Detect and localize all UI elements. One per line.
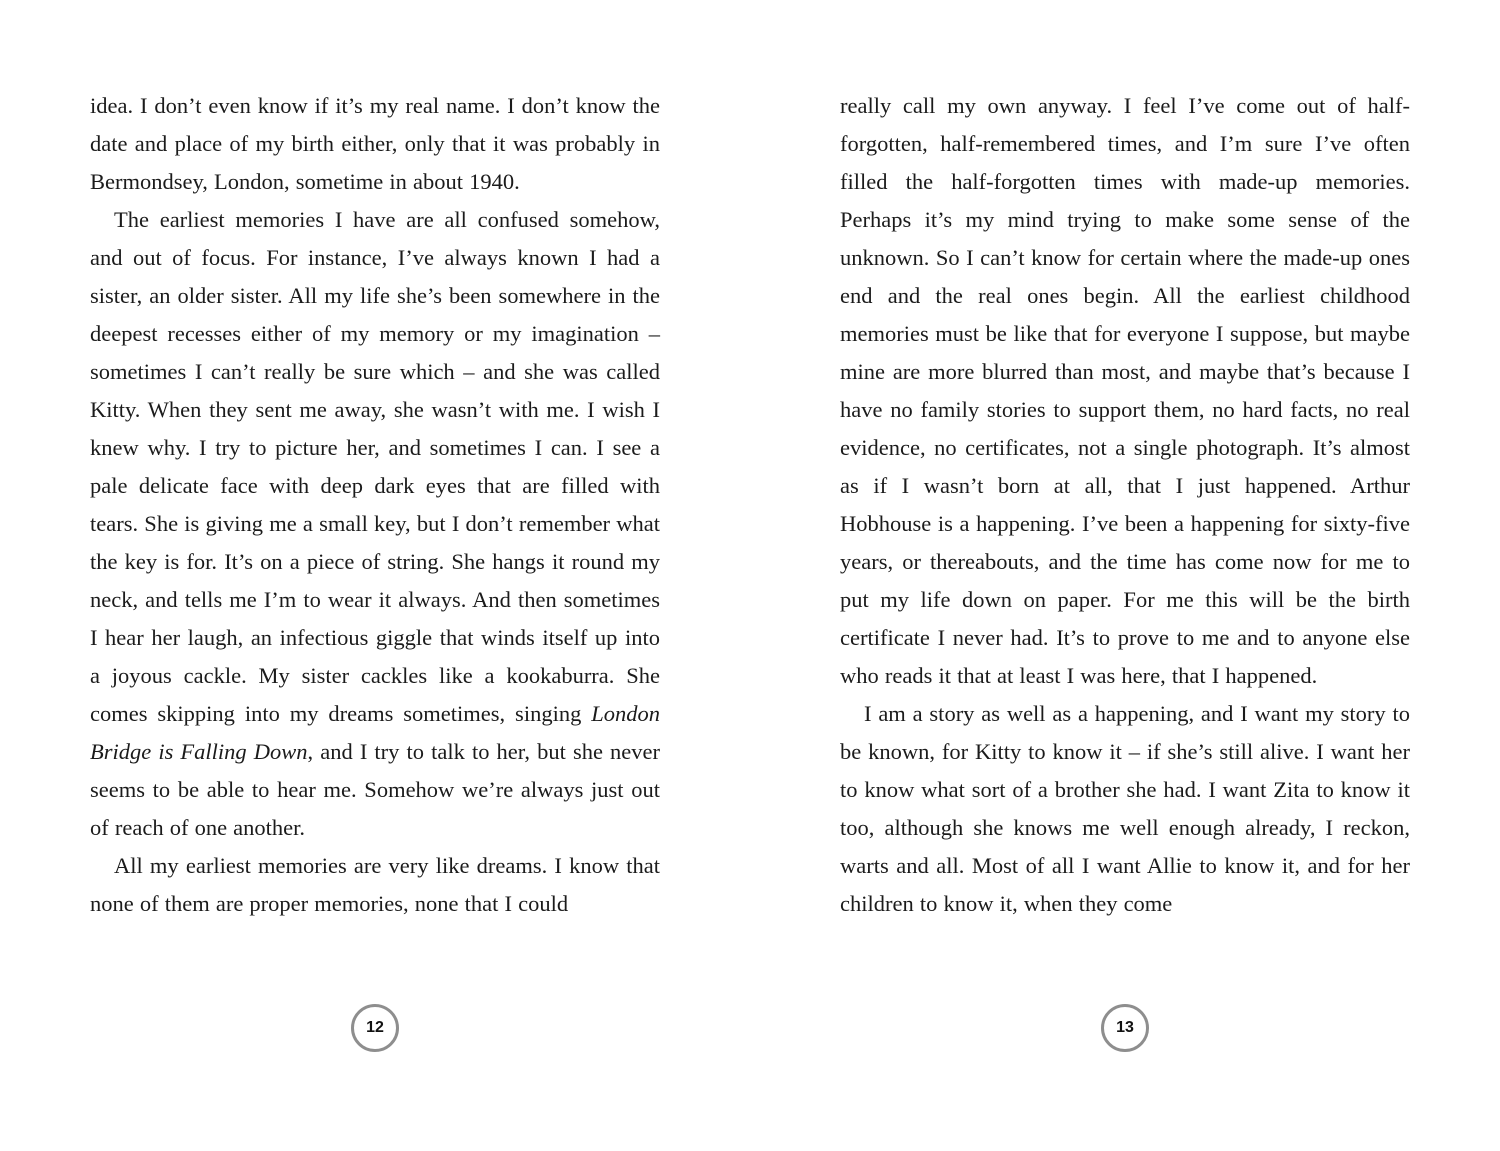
paragraph <box>90 847 660 923</box>
paragraph-text: , and I try to talk to her, but she never seems to be able to hear me. Somehow we’re always just out of reach of one another. <box>90 739 660 840</box>
paragraph <box>90 201 660 847</box>
left-page <box>90 87 660 923</box>
paragraph-text: idea. I don’t even know if it’s my real name. I don’t know the date and place of my birth either, only that it was probably in Bermondsey, London, sometime in about 1940. <box>90 93 660 194</box>
song-title: London Bridge is Falling Down <box>90 701 661 764</box>
paragraph <box>840 695 1410 923</box>
paragraph-text: All my earliest memories are very like dreams. I know that none of them are proper memories, none that I could <box>90 853 660 916</box>
paragraph <box>90 87 660 201</box>
right-page <box>840 87 1410 923</box>
paragraph-text: really call my own anyway. I feel I’ve come out of half-forgotten, half-remembered times, and I’m sure I’ve often filled the half-forgotten times with made-up memories. Perhaps it’s my mind trying to make some sense of the unknown. So I can’t know for certain where the made-up ones end and the real ones begin. All the earliest childhood memories must be like that for everyone I suppose, but maybe mine are more blurred than most, and maybe that’s because I have no family stories to support them, no hard facts, no real evidence, no certificates, not a single photograph. It’s almost as if I wasn’t born at all, that I just happened. Arthur Hobhouse is a happening. I’ve been a happening for sixty-five years, or thereabouts, and the time has come now for me to put my life down on paper. For me this will be the birth certificate I never had. It’s to prove to me and to anyone else who reads it that at least I was here, that I happened. <box>840 93 1410 688</box>
page-number-text: 12 <box>366 1019 384 1036</box>
page-number-right <box>1101 1004 1149 1052</box>
paragraph-text: The earliest memories I have are all confused somehow, and out of focus. For instance, I’ve always known I had a sister, an older sister. All my life she’s been somewhere in the deepest recesses either of my memory or my imagination – sometimes I can’t really be sure which – and she was called Kitty. When they sent me away, she wasn’t with me. I wish I knew why. I try to picture her, and sometimes I can. I see a pale delicate face with deep dark eyes that are filled with tears. She is giving me a small key, but I don’t remember what the key is for. It’s on a piece of string. She hangs it round my neck, and tells me I’m to wear it always. And then sometimes I hear her laugh, an infectious giggle that winds itself up into a joyous cackle. My sister cackles like a kookaburra. She comes skipping into my dreams sometimes, singing <box>90 207 660 726</box>
page-number-left <box>351 1004 399 1052</box>
paragraph-text: I am a story as well as a happening, and I want my story to be known, for Kitty to know it – if she’s still alive. I want her to know what sort of a brother she had. I want Zita to know it too, although she knows me well enough already, I reckon, warts and all. Most of all I want Allie to know it, and for her children to know it, when they come <box>840 701 1410 916</box>
paragraph <box>840 87 1410 695</box>
page-number-text: 13 <box>1116 1019 1134 1036</box>
